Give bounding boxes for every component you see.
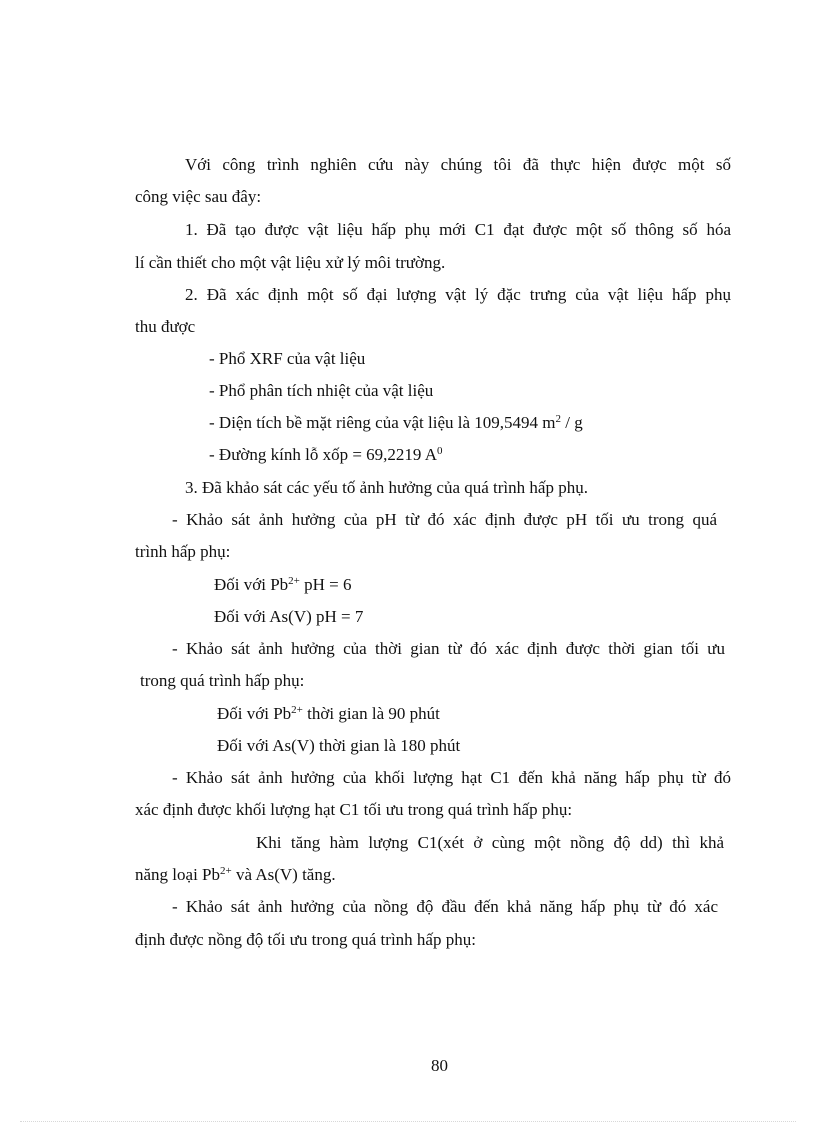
pb-label: Đối với Pb <box>217 704 292 723</box>
time-as-line: Đối với As(V) thời gian là 180 phút <box>217 736 461 755</box>
mass-line-4-text: năng loại Pb <box>135 865 220 884</box>
surface-area-unit: / g <box>561 413 583 432</box>
item-2-line-2: thu được <box>135 317 196 336</box>
superscript: 2 <box>555 413 562 425</box>
conc-line-2: định được nồng độ tối ưu trong quá trình hấp phụ: <box>135 930 476 949</box>
ph-pb-value: pH = 6 <box>299 575 352 594</box>
time-pb-value: thời gian là 90 phút <box>302 704 440 723</box>
ph-pb-line <box>214 574 352 596</box>
item-2-sub-1: - Phổ XRF của vật liệu <box>209 349 366 368</box>
pore-diameter-text: - Đường kính lỗ xốp = 69,2219 A <box>209 445 438 464</box>
time-line-2: trong quá trình hấp phụ: <box>140 671 305 690</box>
time-pb-line <box>217 703 440 725</box>
item-1-line-2: lí cần thiết cho một vật liệu xử lý môi trường. <box>135 253 446 272</box>
ph-as-line: Đối với As(V) pH = 7 <box>214 607 364 626</box>
page-bottom-border <box>20 1121 796 1122</box>
superscript: 2+ <box>288 575 300 587</box>
conc-line-1: - Khảo sát ảnh hưởng của nồng độ đầu đến khả năng hấp phụ từ đó xác <box>172 897 718 916</box>
item-3-line-1: 3. Đã khảo sát các yếu tố ảnh hưởng của quá trình hấp phụ. <box>185 478 588 497</box>
time-line-1: - Khảo sát ảnh hưởng của thời gian từ đó xác định được thời gian tối ưu <box>172 639 725 658</box>
intro-line-1: Với công trình nghiên cứu này chúng tôi đã thực hiện được một số <box>185 155 731 174</box>
ph-line-2: trình hấp phụ: <box>135 542 231 561</box>
item-2-line-1: 2. Đã xác định một số đại lượng vật lý đặc trưng của vật liệu hấp phụ <box>185 285 731 304</box>
pb-label: Đối với Pb <box>214 575 289 594</box>
intro-line-2: công việc sau đây: <box>135 187 262 206</box>
mass-line-2: xác định được khối lượng hạt C1 tối ưu trong quá trình hấp phụ: <box>135 800 573 819</box>
mass-line-4-tail: và As(V) tăng. <box>231 865 336 884</box>
surface-area-text: - Diện tích bề mặt riêng của vật liệu là 109,5494 m <box>209 413 556 432</box>
superscript: 2+ <box>220 865 232 877</box>
superscript: 2+ <box>291 704 303 716</box>
mass-line-1: - Khảo sát ảnh hưởng của khối lượng hạt C1 đến khả năng hấp phụ từ đó <box>172 768 731 787</box>
item-2-sub-2: - Phổ phân tích nhiệt của vật liệu <box>209 381 434 400</box>
item-2-sub-4 <box>209 444 443 466</box>
item-2-sub-3 <box>209 412 583 434</box>
page-number: 80 <box>431 1056 448 1075</box>
item-1-line-1: 1. Đã tạo được vật liệu hấp phụ mới C1 đạt được một số thông số hóa <box>185 220 731 239</box>
mass-line-3: Khi tăng hàm lượng C1(xét ở cùng một nồng độ dd) thì khả <box>256 833 724 852</box>
superscript: 0 <box>437 445 443 457</box>
mass-line-4 <box>135 864 336 886</box>
ph-line-1: - Khảo sát ảnh hưởng của pH từ đó xác định được pH tối ưu trong quá <box>172 510 717 529</box>
